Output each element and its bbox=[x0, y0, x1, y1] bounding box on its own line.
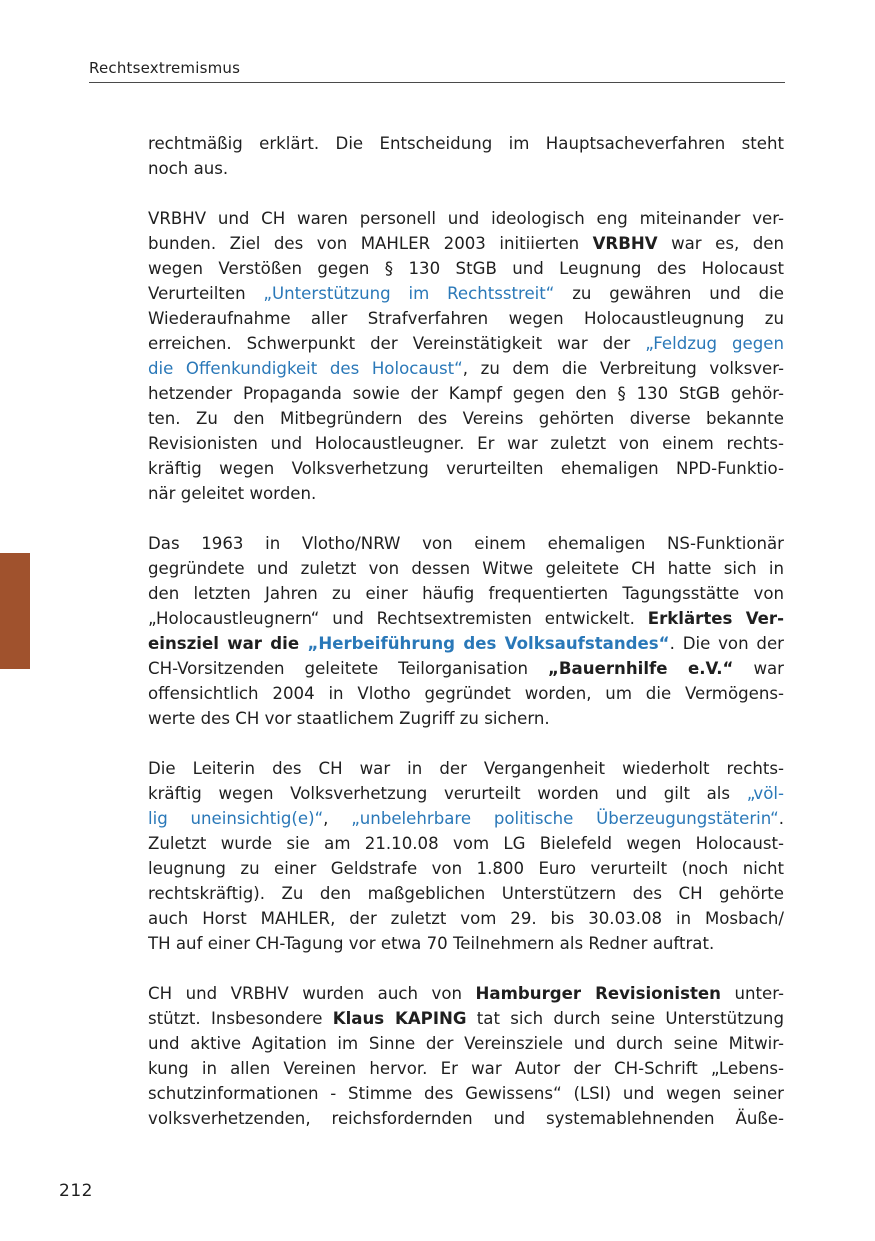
text-run: kung in allen Vereinen hervor. Er war Autor der CH-Schrift „Lebens- bbox=[148, 1059, 784, 1078]
text-line bbox=[148, 981, 784, 1006]
text-run: CH und VRBHV wurden auch von bbox=[148, 984, 476, 1003]
text-run: stützt. Insbesondere bbox=[148, 1009, 333, 1028]
quoted-phrase: „Feldzug gegen bbox=[645, 334, 784, 353]
text-run: und aktive Agitation im Sinne der Vereinsziele und durch seine Mitwir- bbox=[148, 1034, 784, 1053]
text-run: „Holocaustleugnern“ und Rechtsextremisten entwickelt. bbox=[148, 609, 648, 628]
text-line bbox=[148, 931, 784, 956]
text-line bbox=[148, 856, 784, 881]
paragraph bbox=[148, 981, 784, 1131]
text-line bbox=[148, 331, 784, 356]
paragraph bbox=[148, 531, 784, 731]
text-run: tat sich durch seine Unterstützung bbox=[466, 1009, 784, 1028]
emphasized-term: VRBHV bbox=[592, 234, 658, 253]
text-line bbox=[148, 206, 784, 231]
text-run: TH auf einer CH-Tagung vor etwa 70 Teilnehmern als Redner auftrat. bbox=[148, 934, 715, 953]
text-line bbox=[148, 756, 784, 781]
paragraph bbox=[148, 131, 784, 181]
emphasized-term: Klaus KAPING bbox=[332, 1009, 467, 1028]
quoted-phrase: „Herbeiführung des Volksaufstandes“ bbox=[307, 634, 670, 653]
quoted-phrase: lig uneinsichtig(e)“ bbox=[148, 809, 324, 828]
quoted-phrase: „völ- bbox=[746, 784, 784, 803]
text-line bbox=[148, 1006, 784, 1031]
text-line bbox=[148, 656, 784, 681]
text-run: när geleitet worden. bbox=[148, 484, 317, 503]
text-run: wegen Verstößen gegen § 130 StGB und Leugnung des Holocaust bbox=[148, 259, 784, 278]
quoted-phrase: „unbelehrbare politische Überzeugungstäterin“ bbox=[351, 809, 779, 828]
text-run: noch aus. bbox=[148, 159, 229, 178]
text-line bbox=[148, 1031, 784, 1056]
text-line bbox=[148, 456, 784, 481]
text-line bbox=[148, 131, 784, 156]
text-run: auch Horst MAHLER, der zuletzt vom 29. bis 30.03.08 in Mosbach/ bbox=[148, 909, 784, 928]
text-run: Revisionisten und Holocaustleugner. Er war zuletzt von einem rechts- bbox=[148, 434, 784, 453]
text-line bbox=[148, 906, 784, 931]
text-run: Die Leiterin des CH war in der Vergangenheit wiederholt rechts- bbox=[148, 759, 784, 778]
text-line bbox=[148, 431, 784, 456]
text-run: volksverhetzenden, reichsfordernden und systemablehnenden Äuße- bbox=[148, 1109, 784, 1128]
text-run: hetzender Propaganda sowie der Kampf gegen den § 130 StGB gehör- bbox=[148, 384, 784, 403]
text-run: Zuletzt wurde sie am 21.10.08 vom LG Bielefeld wegen Holocaust- bbox=[148, 834, 784, 853]
running-head: Rechtsextremismus bbox=[89, 59, 241, 77]
text-line bbox=[148, 606, 784, 631]
text-run: war bbox=[733, 659, 784, 678]
body-text bbox=[148, 131, 784, 1131]
text-run: . bbox=[778, 809, 784, 828]
text-line bbox=[148, 556, 784, 581]
text-line bbox=[148, 231, 784, 256]
text-run: Wiederaufnahme aller Strafverfahren wegen Holocaustleugnung zu bbox=[148, 309, 784, 328]
text-line bbox=[148, 806, 784, 831]
text-run: rechtskräftig). Zu den maßgeblichen Unterstützern des CH gehörte bbox=[148, 884, 784, 903]
text-line bbox=[148, 481, 784, 506]
text-line bbox=[148, 306, 784, 331]
text-line bbox=[148, 706, 784, 731]
emphasized-term: einsziel war die bbox=[148, 634, 308, 653]
text-line bbox=[148, 381, 784, 406]
emphasized-term: Hamburger Revisionisten bbox=[475, 984, 721, 1003]
text-line bbox=[148, 156, 784, 181]
text-run: offensichtlich 2004 in Vlotho gegründet worden, um die Vermögens- bbox=[148, 684, 784, 703]
text-run: CH-Vorsitzenden geleitete Teilorganisation bbox=[148, 659, 548, 678]
text-run: leugnung zu einer Geldstrafe von 1.800 Euro verurteilt (noch nicht bbox=[148, 859, 784, 878]
text-line bbox=[148, 256, 784, 281]
text-run: gegründete und zuletzt von dessen Witwe geleitete CH hatte sich in bbox=[148, 559, 784, 578]
text-line bbox=[148, 356, 784, 381]
quoted-phrase: die Offenkundigkeit des Holocaust“ bbox=[148, 359, 463, 378]
text-run: kräftig wegen Volksverhetzung verurteilt worden und gilt als bbox=[148, 784, 747, 803]
paragraph bbox=[148, 756, 784, 956]
emphasized-term: Erklärtes Ver- bbox=[647, 609, 784, 628]
text-run: zu gewähren und die bbox=[554, 284, 784, 303]
text-run: VRBHV und CH waren personell und ideologisch eng miteinander ver- bbox=[148, 209, 784, 228]
quoted-phrase: „Unterstützung im Rechtsstreit“ bbox=[263, 284, 555, 303]
text-run: werte des CH vor staatlichem Zugriff zu sichern. bbox=[148, 709, 550, 728]
chapter-side-tab bbox=[0, 553, 30, 669]
paragraph bbox=[148, 206, 784, 506]
text-run: Verurteilten bbox=[148, 284, 264, 303]
text-line bbox=[148, 881, 784, 906]
text-run: . Die von der bbox=[669, 634, 784, 653]
text-run: den letzten Jahren zu einer häufig frequentierten Tagungsstätte von bbox=[148, 584, 784, 603]
text-run: unter- bbox=[720, 984, 784, 1003]
text-run: bunden. Ziel des von MAHLER 2003 initiierten bbox=[148, 234, 593, 253]
text-line bbox=[148, 831, 784, 856]
text-line bbox=[148, 1081, 784, 1106]
text-line bbox=[148, 781, 784, 806]
text-run: , zu dem die Verbreitung volksver- bbox=[462, 359, 784, 378]
header-rule bbox=[89, 82, 785, 83]
text-line bbox=[148, 406, 784, 431]
text-run: Das 1963 in Vlotho/NRW von einem ehemaligen NS-Funktionär bbox=[148, 534, 784, 553]
text-run: schutzinformationen - Stimme des Gewissens“ (LSI) und wegen seiner bbox=[148, 1084, 784, 1103]
text-line bbox=[148, 281, 784, 306]
text-line bbox=[148, 581, 784, 606]
text-line bbox=[148, 1056, 784, 1081]
text-run: ten. Zu den Mitbegründern des Vereins gehörten diverse bekannte bbox=[148, 409, 784, 428]
emphasized-term: „Bauernhilfe e.V.“ bbox=[548, 659, 734, 678]
text-run: kräftig wegen Volksverhetzung verurteilten ehemaligen NPD-Funktio- bbox=[148, 459, 784, 478]
text-run: erreichen. Schwerpunkt der Vereinstätigkeit war der bbox=[148, 334, 646, 353]
text-run: war es, den bbox=[657, 234, 784, 253]
page-number: 212 bbox=[59, 1181, 93, 1201]
text-line bbox=[148, 1106, 784, 1131]
text-line bbox=[148, 681, 784, 706]
text-line bbox=[148, 531, 784, 556]
text-run: , bbox=[323, 809, 352, 828]
text-run: rechtmäßig erklärt. Die Entscheidung im Hauptsacheverfahren steht bbox=[148, 134, 784, 153]
text-line bbox=[148, 631, 784, 656]
